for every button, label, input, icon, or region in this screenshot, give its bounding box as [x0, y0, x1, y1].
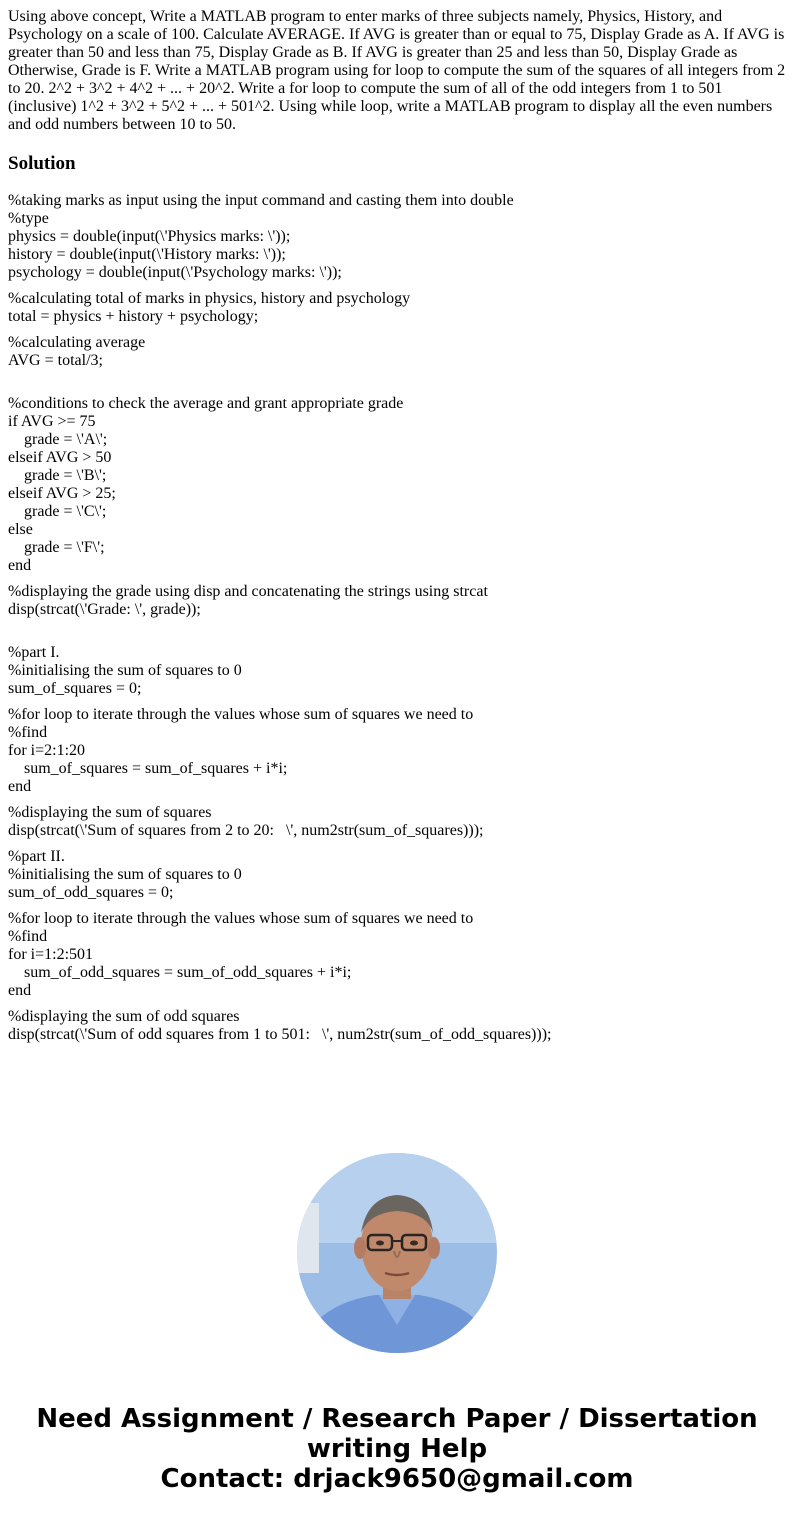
code-block — [8, 644, 788, 698]
code-line: %taking marks as input using the input command and casting them into double — [8, 192, 514, 209]
code-line: grade = \'A\'; — [8, 431, 108, 448]
code-line: %initialising the sum of squares to 0 — [8, 866, 242, 883]
code-line: %displaying the sum of odd squares — [8, 1008, 240, 1025]
code-line: sum_of_odd_squares = 0; — [8, 884, 174, 901]
author-photo — [297, 1153, 497, 1353]
code-line: %calculating average — [8, 334, 146, 351]
code-line: end — [8, 982, 32, 999]
code-line — [8, 619, 788, 636]
code-block — [8, 804, 788, 840]
code-line: AVG = total/3; — [8, 352, 103, 369]
code-line: sum_of_odd_squares = sum_of_odd_squares + i*i; — [8, 964, 352, 981]
code-block — [8, 1008, 788, 1044]
code-block — [8, 848, 788, 902]
code-block — [8, 192, 788, 282]
code-line: %initialising the sum of squares to 0 — [8, 662, 242, 679]
code-line: %type — [8, 210, 49, 227]
code-line: %part II. — [8, 848, 65, 865]
code-block — [8, 334, 788, 387]
code-line: %displaying the grade using disp and concatenating the strings using strcat — [8, 583, 488, 600]
code-line: psychology = double(input(\'Psychology marks: \')); — [8, 264, 342, 281]
promo-line-1: Need Assignment / Research Paper / Dissertation — [36, 1404, 758, 1434]
code-line: grade = \'B\'; — [8, 467, 107, 484]
code-block — [8, 706, 788, 796]
code-line: end — [8, 557, 32, 574]
author-portrait-image — [297, 1153, 497, 1353]
code-line: %conditions to check the average and grant appropriate grade — [8, 395, 404, 412]
code-line: %for loop to iterate through the values whose sum of squares we need to — [8, 706, 474, 723]
code-line: physics = double(input(\'Physics marks: \')); — [8, 228, 291, 245]
code-line: %find — [8, 928, 48, 945]
solution-heading: Solution — [8, 153, 76, 174]
code-line: grade = \'F\'; — [8, 539, 105, 556]
code-line: if AVG >= 75 — [8, 413, 96, 430]
code-block — [8, 583, 788, 636]
code-line: for i=2:1:20 — [8, 742, 86, 759]
code-line: %find — [8, 724, 48, 741]
code-line: disp(strcat(\'Sum of odd squares from 1 to 501: \', num2str(sum_of_odd_squares))); — [8, 1026, 552, 1043]
code-line: disp(strcat(\'Sum of squares from 2 to 20: \', num2str(sum_of_squares))); — [8, 822, 484, 839]
code-line: else — [8, 521, 33, 538]
code-line: total = physics + history + psychology; — [8, 308, 259, 325]
code-line: %displaying the sum of squares — [8, 804, 212, 821]
code-block — [8, 910, 788, 1000]
code-line: sum_of_squares = sum_of_squares + i*i; — [8, 760, 288, 777]
promo-banner — [0, 1404, 794, 1494]
code-line: sum_of_squares = 0; — [8, 680, 142, 697]
code-line — [8, 370, 788, 387]
code-line: end — [8, 778, 32, 795]
code-line: %calculating total of marks in physics, history and psychology — [8, 290, 411, 307]
code-block — [8, 395, 788, 575]
code-line: grade = \'C\'; — [8, 503, 107, 520]
code-line: %for loop to iterate through the values whose sum of squares we need to — [8, 910, 474, 927]
code-line: elseif AVG > 25; — [8, 485, 116, 502]
question-text: Using above concept, Write a MATLAB program to enter marks of three subjects namely, Physics, History, and Psychology on a scale of 100. Calculate AVERAGE. If AVG is greater than or equal to 75, Display Grade as A. If AVG is greater than 50 and less than 75, Display Grade as B. If AVG is greater than 25 and less than 50, Display Grade as Otherwise, Grade is F. Write a MATLAB program using for loop to compute the sum of the squares of all integers from 2 to 20. 2^2 + 3^2 + 4^2 + ... + 20^2. Write a for loop to compute the sum of all of the odd integers from 1 to 501 (inclusive) 1^2 + 3^2 + 5^2 + ... + 501^2. Using while loop, write a MATLAB program to display all the even numbers and odd numbers between 10 to 50. — [8, 8, 786, 133]
code-block — [8, 290, 788, 326]
code-line: for i=1:2:501 — [8, 946, 94, 963]
code-line: disp(strcat(\'Grade: \', grade)); — [8, 601, 201, 618]
code-line: elseif AVG > 50 — [8, 449, 112, 466]
promo-contact: Contact: drjack9650@gmail.com — [160, 1464, 634, 1494]
code-line: history = double(input(\'History marks: \')); — [8, 246, 286, 263]
solution-code — [8, 192, 788, 1124]
promo-line-2: writing Help — [306, 1434, 488, 1464]
code-line: %part I. — [8, 644, 60, 661]
